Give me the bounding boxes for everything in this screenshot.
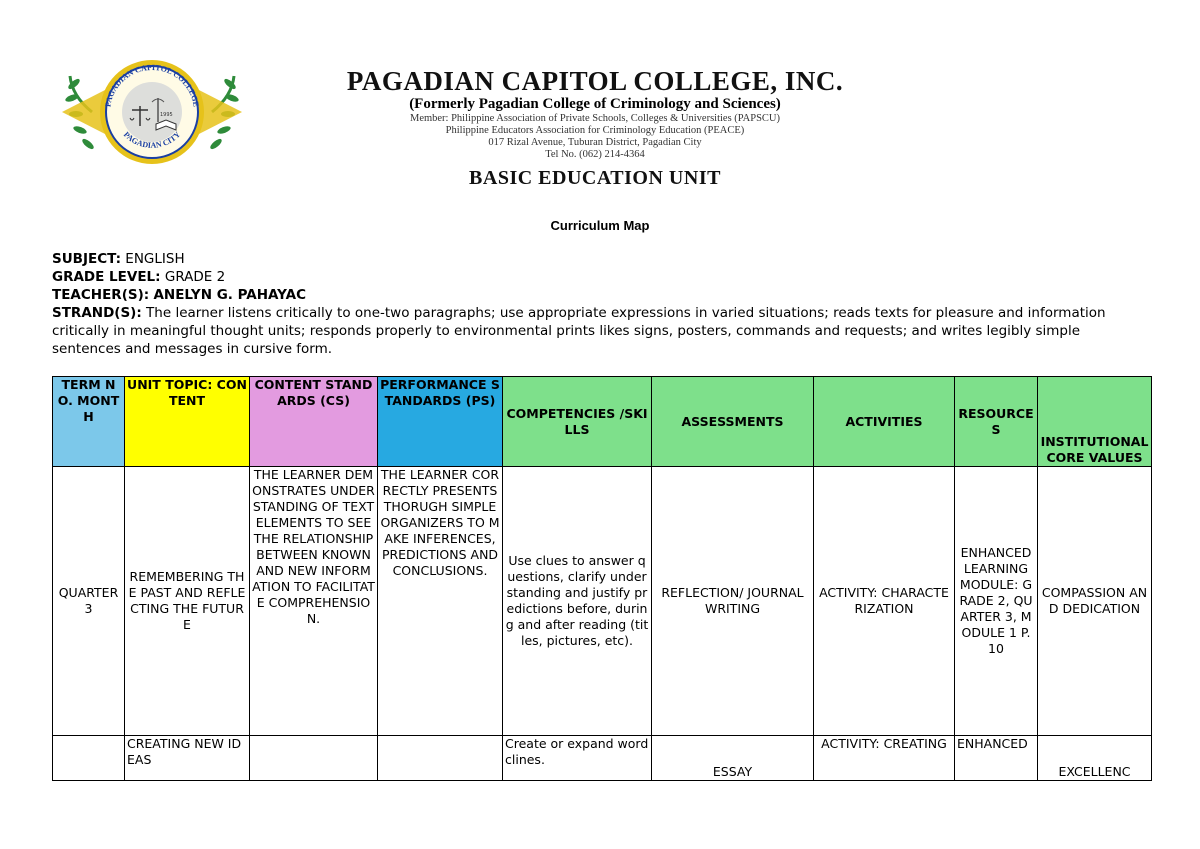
college-name: PAGADIAN CAPITOL COLLEGE, INC. — [346, 66, 844, 96]
curriculum-map-table — [52, 376, 1152, 781]
cell-resources: ENHANCED — [955, 736, 1038, 781]
header-performance-standards: PERFORMANCE STANDARDS (PS) — [378, 377, 503, 467]
header-competencies: COMPETENCIES /SKILLS — [503, 377, 652, 467]
seal-text-top: PAGADIAN CAPITOL COLLEGE — [103, 62, 201, 108]
strand-value: The learner listens critically to one-two paragraphs; use appropriate expressions in varied situations; reads texts for pleasure and information critically in meaningful thought units; responds properly to environmental prints likes signs, posters, commands and requests; and writes legibly simple sentences and messages in cursive form. — [52, 305, 1106, 357]
seal-text-bottom: PAGADIAN CITY — [121, 129, 183, 150]
table-row — [53, 736, 1152, 781]
cell-performance-standards — [378, 736, 503, 781]
header-content-standards: CONTENT STANDARDS (CS) — [250, 377, 378, 467]
strand-row — [52, 304, 1152, 358]
cell-assessments: REFLECTION/ JOURNAL WRITING — [652, 467, 814, 736]
grade-value: GRADE 2 — [164, 269, 226, 285]
document-meta — [52, 250, 1152, 358]
cell-performance-standards: THE LEARNER CORRECTLY PRESENTS THORUGH SIMPLE ORGANIZERS TO MAKE INFERENCES, PREDICTIONS AND CONCLUSIONS. — [378, 467, 503, 736]
table-row — [53, 467, 1152, 736]
cell-activities: ACTIVITY: CREATING — [814, 736, 955, 781]
cell-assessments: ESSAY — [652, 736, 814, 781]
teacher-label: TEACHER(S): — [52, 287, 150, 303]
cell-activities: ACTIVITY: CHARACTERIZATION — [814, 467, 955, 736]
telephone: Tel No. (062) 214-4364 — [545, 149, 645, 160]
cell-core-values: COMPASSION AND DEDICATION — [1038, 467, 1152, 736]
table-header-row — [53, 377, 1152, 467]
cell-unit-topic: CREATING NEW IDEAS — [125, 736, 250, 781]
header-resources: RESOURCES — [955, 377, 1038, 467]
unit-name: BASIC EDUCATION UNIT — [469, 167, 721, 189]
membership-papscu: Member: Philippine Association of Private Schools, Colleges & Universities (PAPSCU) — [409, 113, 781, 124]
cell-content-standards — [250, 736, 378, 781]
subject-label: SUBJECT: — [52, 251, 121, 267]
teacher-row — [52, 286, 1152, 304]
letterhead — [270, 66, 920, 189]
teacher-value: ANELYN G. PAHAYAC — [153, 287, 307, 303]
cell-resources: ENHANCED LEARNING MODULE: GRADE 2, QUARTER 3, MODULE 1 P. 10 — [955, 467, 1038, 736]
college-seal — [52, 56, 252, 168]
grade-row — [52, 268, 1152, 286]
subject-value: ENGLISH — [125, 251, 185, 267]
header-unit-topic: UNIT TOPIC: CONTENT — [125, 377, 250, 467]
formerly-name: (Formerly Pagadian College of Criminology and Sciences) — [409, 96, 781, 112]
subject-row — [52, 250, 1152, 268]
grade-label: GRADE LEVEL: — [52, 269, 161, 285]
document-title: Curriculum Map — [550, 218, 650, 233]
header-core-values: INSTITUTIONAL CORE VALUES — [1038, 377, 1152, 467]
cell-competencies: Create or expand word clines. — [503, 736, 652, 781]
address: 017 Rizal Avenue, Tuburan District, Pagadian City — [488, 137, 702, 148]
cell-term: QUARTER 3 — [53, 467, 125, 736]
cell-term — [53, 736, 125, 781]
header-assessments: ASSESSMENTS — [652, 377, 814, 467]
header-activities: ACTIVITIES — [814, 377, 955, 467]
cell-competencies: Use clues to answer questions, clarify understanding and justify predictions before, during and after reading (titles, pictures, etc). — [503, 467, 652, 736]
cell-content-standards: THE LEARNER DEMONSTRATES UNDERSTANDING OF TEXT ELEMENTS TO SEE THE RELATIONSHIP BETWEEN KNOWN AND NEW INFORMATION TO FACILITATE COMPREHENSION. — [250, 467, 378, 736]
header-term: TERM NO. MONTH — [53, 377, 125, 467]
cell-core-values: EXCELLENC — [1038, 736, 1152, 781]
cell-unit-topic: REMEMBERING THE PAST AND REFLECTING THE FUTURE — [125, 467, 250, 736]
seal-year: 1995 — [160, 112, 173, 118]
strand-label: STRAND(S): — [52, 305, 142, 321]
membership-peace: Philippine Educators Association for Criminology Education (PEACE) — [445, 125, 745, 136]
